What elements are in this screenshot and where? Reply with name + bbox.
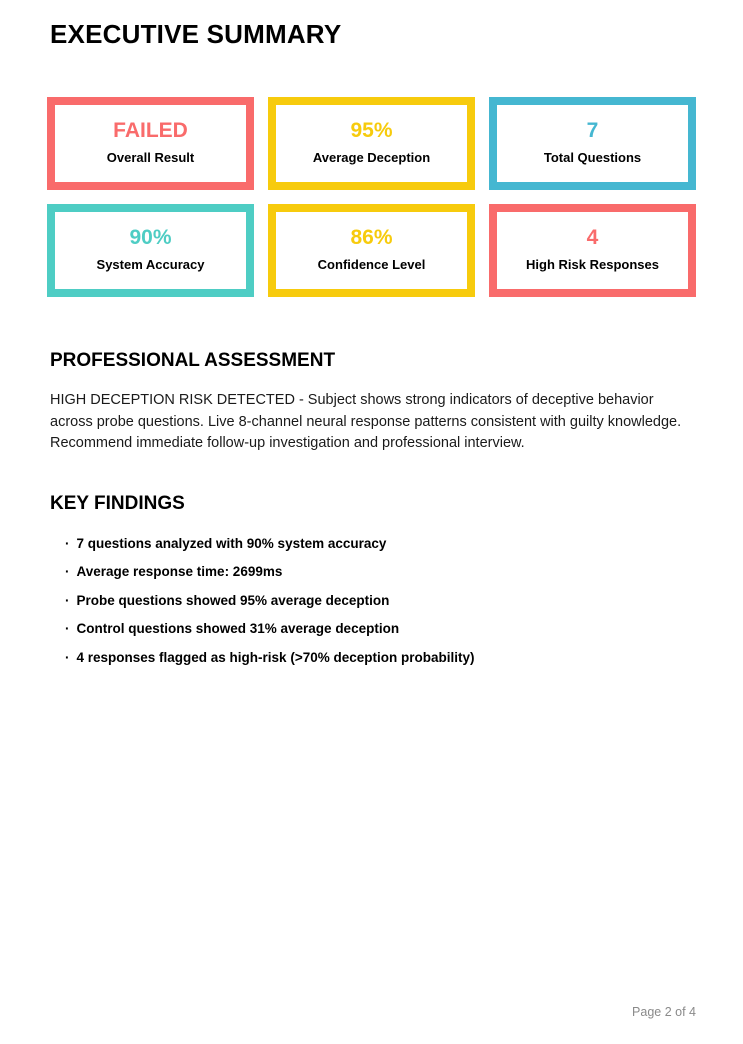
page-title: EXECUTIVE SUMMARY [50, 19, 342, 49]
card-total-questions [489, 97, 696, 190]
findings-list [50, 535, 696, 667]
bullet-glyph: · [65, 621, 70, 636]
card-system-accuracy-value: 90% [129, 226, 172, 249]
assessment-heading: PROFESSIONAL ASSESSMENT [50, 350, 336, 371]
key-findings-section [47, 493, 696, 667]
assessment-body-text: HIGH DECEPTION RISK DETECTED - Subject shows strong indicators of deceptive behavior across probe questions. Live 8-channel neural response patterns consistent with guilty knowledge. Recommend immediate follow-up investigation and professional interview. [50, 392, 682, 451]
card-overall-result-label: Overall Result [106, 150, 195, 165]
card-confidence-level [268, 204, 475, 297]
card-average-deception-label: Average Deception [312, 150, 431, 165]
card-confidence-level-value: 86% [350, 226, 393, 249]
bullet-glyph: · [65, 535, 70, 551]
card-system-accuracy [47, 204, 254, 297]
card-high-risk-responses-value: 4 [586, 226, 599, 249]
card-system-accuracy-label: System Accuracy [96, 257, 205, 272]
card-total-questions-value: 7 [586, 119, 599, 142]
finding-item [65, 649, 696, 667]
card-high-risk-responses [489, 204, 696, 297]
finding-text: Control questions showed 31% average deception [76, 621, 400, 636]
finding-text: Average response time: 2699ms [76, 564, 283, 579]
page-number: Page 2 of 4 [632, 1005, 696, 1019]
summary-cards-grid [47, 97, 696, 297]
bullet-glyph: · [65, 592, 70, 608]
finding-item [65, 592, 696, 610]
finding-text: 4 responses flagged as high-risk (>70% deception probability) [76, 649, 475, 665]
card-confidence-level-label: Confidence Level [317, 257, 426, 272]
card-total-questions-label: Total Questions [543, 150, 642, 165]
card-average-deception-value: 95% [350, 119, 393, 142]
finding-item [65, 620, 696, 638]
card-high-risk-responses-label: High Risk Responses [526, 257, 659, 272]
finding-text: Probe questions showed 95% average deception [76, 592, 390, 608]
bullet-glyph: · [65, 649, 70, 665]
findings-heading: KEY FINDINGS [50, 492, 185, 514]
finding-text: 7 questions analyzed with 90% system accuracy [76, 535, 387, 551]
card-overall-result [47, 97, 254, 190]
professional-assessment-section [47, 350, 696, 455]
card-overall-result-value: FAILED [113, 119, 188, 142]
finding-item [65, 535, 696, 553]
bullet-glyph: · [65, 564, 70, 579]
finding-item [65, 563, 696, 581]
card-average-deception [268, 97, 475, 190]
